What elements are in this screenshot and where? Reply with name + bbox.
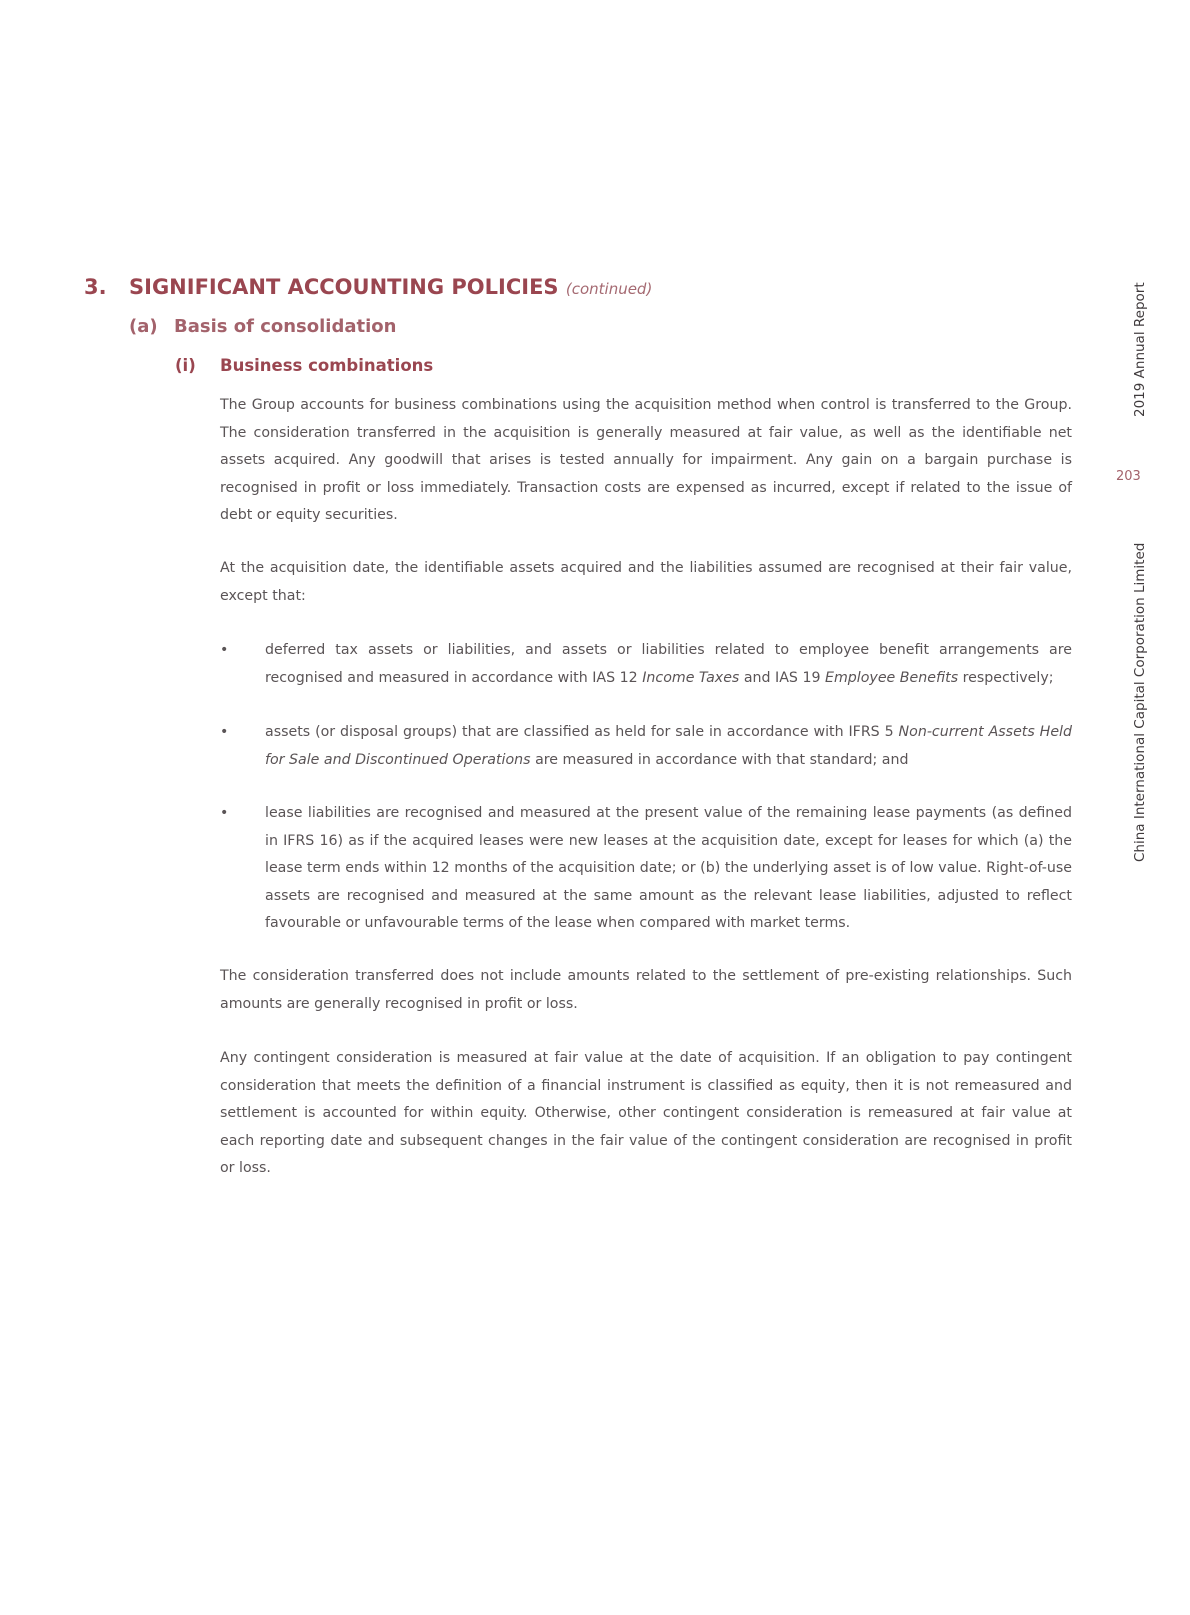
standard-title: Non-current Assets Held for Sale and Discontinued Operations	[265, 724, 1073, 768]
bullet-text: lease liabilities are recognised and measured at the present value of the remaining lease payments (as defined in IFRS 16) as if the acquired leases were new leases at the acquisition date, except for leases for which (a) the lease term ends within 12 months of the acquisition date; or (b) the underlying asset is of low value. Right-of-use assets are recognised and measured at the same amount as the relevant lease liabilities, adjusted to reflect favourable or unfavourable terms of the lease when compared with market terms.	[265, 805, 1072, 931]
paragraph: Any contingent consideration is measured at fair value at the date of acquisition. If an obligation to pay contingent consideration that meets the definition of a financial instrument is classified as equity, then it is not remeasured and settlement is accounted for within equity. Otherwise, other contingent consideration is remeasured at fair value at each reporting date and subsequent changes in the fair value of the contingent consideration are recognised in profit or loss.	[220, 1050, 1072, 1176]
subsection-heading	[129, 316, 396, 337]
paragraph: The consideration transferred does not include amounts related to the settlement of pre-existing relationships. Such amounts are generally recognised in profit or loss.	[220, 968, 1072, 1012]
subsection-number: (a)	[129, 316, 158, 337]
subsubsection-title: Business combinations	[220, 356, 434, 375]
bullet-icon: •	[220, 642, 229, 658]
continued-label: (continued)	[565, 280, 653, 298]
standard-title: Employee Benefits	[825, 669, 959, 686]
bullet-item	[220, 637, 1072, 692]
bullet-item	[220, 719, 1072, 774]
section-heading	[84, 275, 652, 299]
subsection-title: Basis of consolidation	[174, 316, 397, 337]
paragraph: At the acquisition date, the identifiable assets acquired and the liabilities assumed are recognised at their fair value, except that:	[220, 560, 1072, 604]
bullet-icon: •	[220, 805, 229, 821]
bullet-text: respectively;	[958, 669, 1054, 686]
bullet-text: are measured in accordance with that standard; and	[530, 751, 909, 768]
subsubsection-heading	[175, 356, 433, 375]
section-title: SIGNIFICANT ACCOUNTING POLICIES	[129, 275, 559, 299]
paragraph: The Group accounts for business combinations using the acquisition method when control is transferred to the Group. The consideration transferred in the acquisition is generally measured at fair value, as well as the identifiable net assets acquired. Any goodwill that arises is tested annually for impairment. Any gain on a bargain purchase is recognised in profit or loss immediately. Transaction costs are expensed as incurred, except if related to the issue of debt or equity securities.	[220, 397, 1072, 523]
bullet-text: deferred tax assets or liabilities, and assets or liabilities related to employee benefit arrangements are recognised and measured in accordance with IAS 12	[265, 642, 1072, 686]
bullet-text: and IAS 19	[739, 669, 826, 686]
report-title: 2019 Annual Report	[1132, 282, 1148, 417]
page-number: 203	[1116, 469, 1141, 484]
bullet-icon: •	[220, 724, 229, 740]
bullet-text: assets (or disposal groups) that are classified as held for sale in accordance with IFRS 5	[265, 724, 899, 740]
subsubsection-number: (i)	[175, 356, 196, 375]
company-name: China International Capital Corporation Limited	[1132, 542, 1148, 862]
section-number: 3.	[84, 275, 107, 299]
bullet-item	[220, 800, 1072, 938]
standard-title: Income Taxes	[642, 669, 740, 686]
